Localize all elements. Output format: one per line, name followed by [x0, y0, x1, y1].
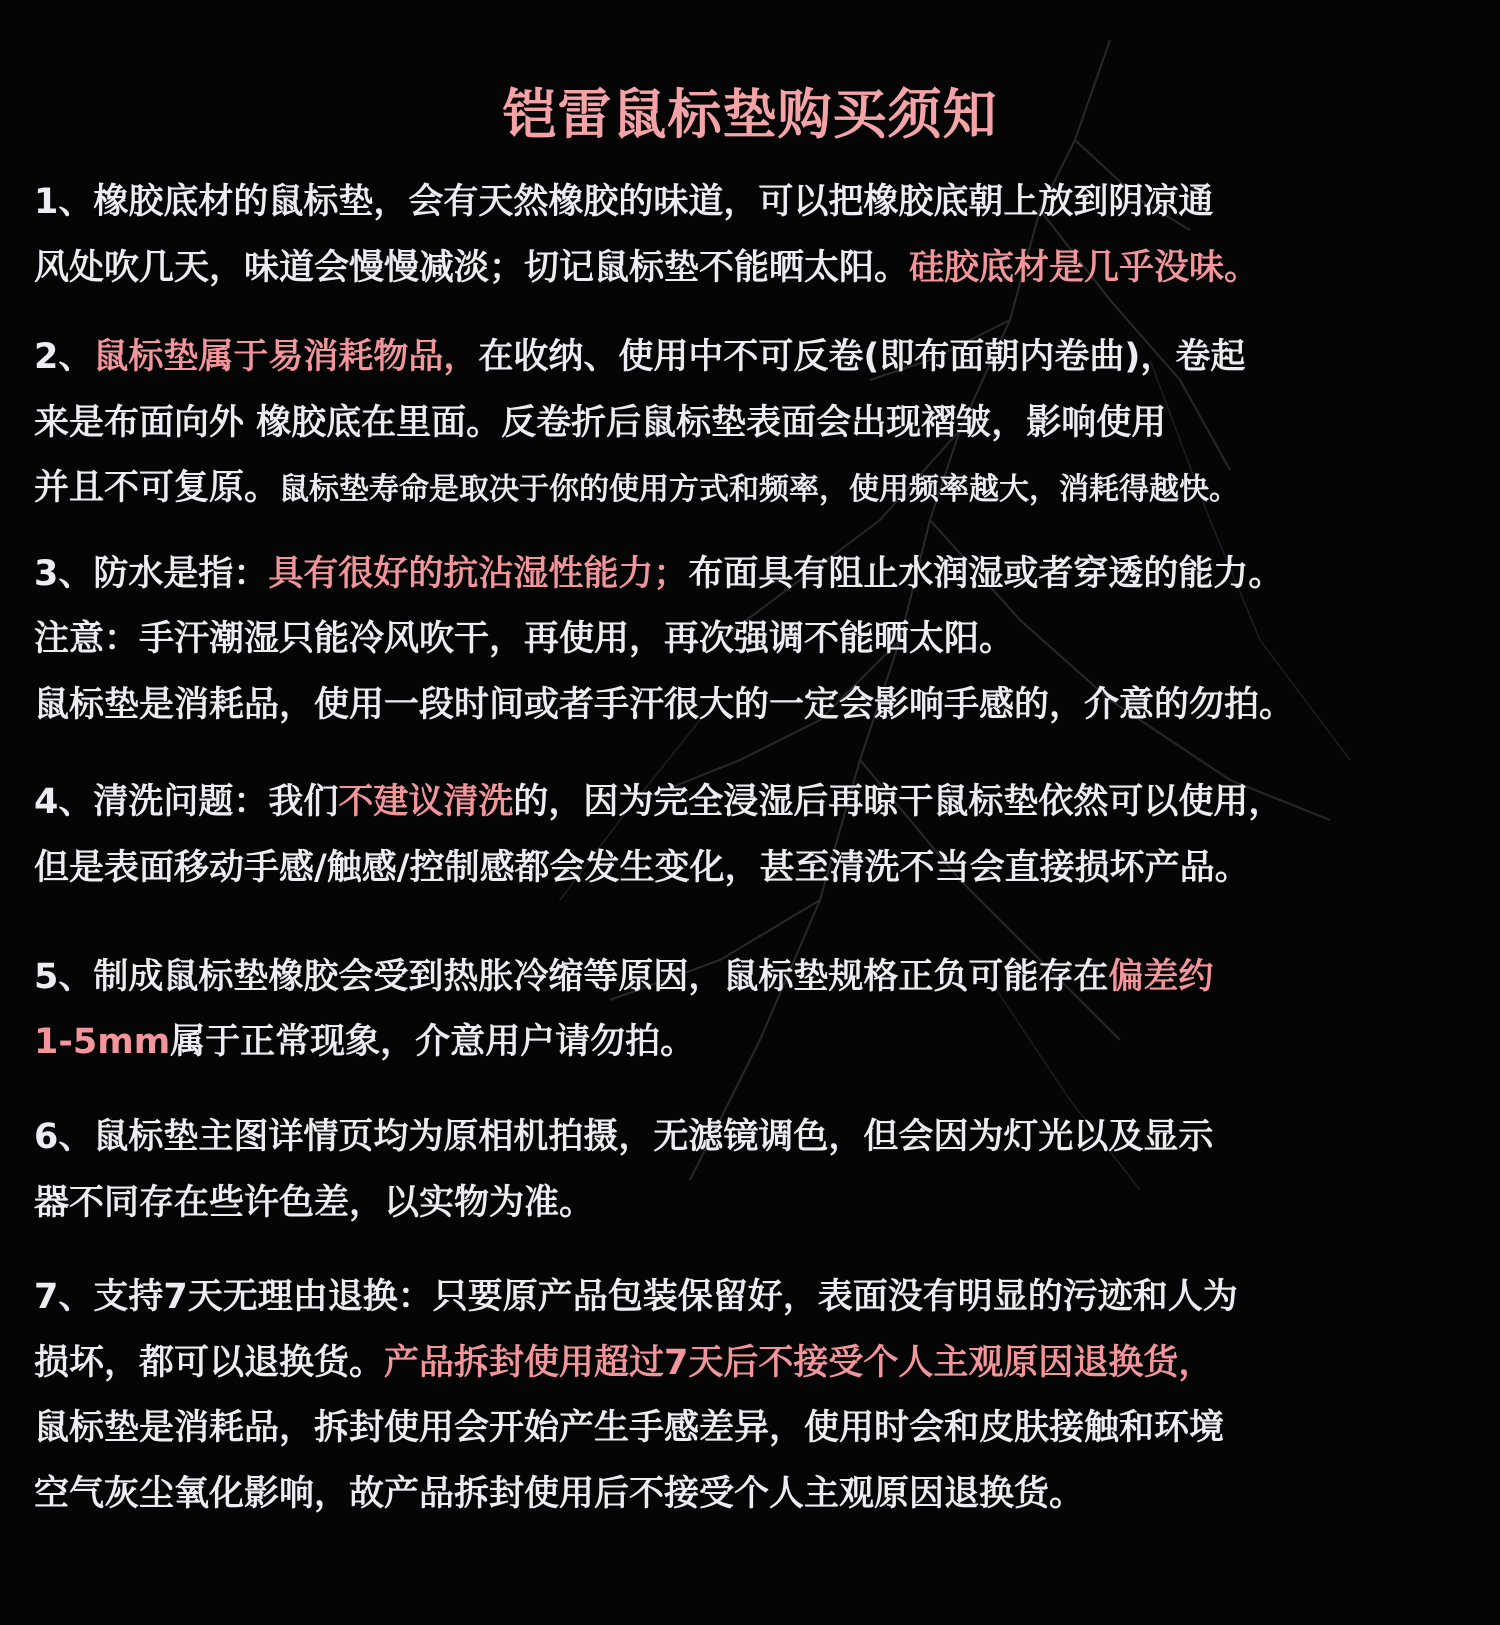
- notice-line: [34, 180, 1213, 224]
- notice-line: [34, 1181, 594, 1225]
- notice-line: [34, 1275, 1238, 1319]
- notice-line: [34, 846, 1250, 890]
- highlight-text: 1-5mm: [34, 1022, 171, 1062]
- notice-line: [34, 955, 1213, 999]
- notice-line: [34, 246, 1259, 290]
- notice-line: [34, 683, 1294, 727]
- notice-line: [34, 1020, 695, 1064]
- notice-line: [34, 466, 1239, 512]
- body-text: 风处吹几天，味道会慢慢减淡；切记鼠标垫不能晒太阳。: [34, 248, 910, 288]
- notice-line: [34, 617, 1014, 661]
- body-text: 5、制成鼠标垫橡胶会受到热胀冷缩等原因，鼠标垫规格正负可能存在: [34, 957, 1109, 997]
- notice-line: [34, 1406, 1224, 1450]
- highlight-text: 产品拆封使用超过7天后不接受个人主观原因退换货，: [384, 1343, 1214, 1383]
- body-text: 空气灰尘氧化影响，故产品拆封使用后不接受个人主观原因退换货。: [34, 1474, 1085, 1514]
- notice-line: [34, 552, 1283, 596]
- body-text: 7、支持7天无理由退换：只要原产品包装保留好，表面没有明显的污迹和人为: [34, 1277, 1238, 1317]
- body-text: 来是布面向外 橡胶底在里面。反卷折后鼠标垫表面会出现褶皱，影响使用: [34, 403, 1167, 443]
- highlight-text: 硅胶底材是几乎没味。: [909, 248, 1260, 288]
- body-text: 4、清洗问题：我们: [34, 782, 339, 822]
- body-text: 但是表面移动手感/触感/控制感都会发生变化，甚至清洗不当会直接损坏产品。: [34, 848, 1250, 888]
- body-text: 1、橡胶底材的鼠标垫，会有天然橡胶的味道，可以把橡胶底朝上放到阴凉通: [34, 182, 1214, 222]
- page-title: 铠雷鼠标垫购买须知: [502, 83, 998, 146]
- body-text: 2、: [34, 337, 94, 377]
- body-text: 注意：手汗潮湿只能冷风吹干，再使用，再次强调不能晒太阳。: [34, 619, 1015, 659]
- highlight-text: 不建议清洗: [338, 782, 514, 822]
- body-text: 鼠标垫是消耗品，使用一段时间或者手汗很大的一定会影响手感的，介意的勿拍。: [34, 685, 1295, 725]
- body-text: 的，因为完全浸湿后再晾干鼠标垫依然可以使用，: [513, 782, 1284, 822]
- body-text: 6、鼠标垫主图详情页均为原相机拍摄，无滤镜调色，但会因为灯光以及显示: [34, 1117, 1214, 1157]
- body-text: 布面具有阻止水润湿或者穿透的能力。: [688, 554, 1284, 594]
- highlight-text: 偏差约: [1108, 957, 1214, 997]
- highlight-text: 具有很好的抗沾湿性能力；: [268, 554, 689, 594]
- body-text: 在收纳、使用中不可反卷(即布面朝内卷曲)，卷起: [478, 337, 1246, 377]
- body-text: 鼠标垫是消耗品，拆封使用会开始产生手感差异，使用时会和皮肤接触和环境: [34, 1408, 1225, 1448]
- body-text: 器不同存在些许色差，以实物为准。: [34, 1183, 595, 1223]
- notice-line: [34, 780, 1283, 824]
- body-text: 鼠标垫寿命是取决于你的使用方式和频率，使用频率越大，消耗得越快。: [279, 472, 1240, 507]
- body-text: 并且不可复原。: [34, 468, 280, 508]
- notice-line: [34, 335, 1245, 379]
- notice-line: [34, 401, 1166, 445]
- body-text: 3、防水是指：: [34, 554, 269, 594]
- notice-line: [34, 1341, 1213, 1385]
- body-text: 损坏，都可以退换货。: [34, 1343, 385, 1383]
- notice-line: [34, 1115, 1213, 1159]
- notice-line: [34, 1472, 1084, 1516]
- highlight-text: 鼠标垫属于易消耗物品，: [93, 337, 479, 377]
- body-text: 属于正常现象，介意用户请勿拍。: [170, 1022, 696, 1062]
